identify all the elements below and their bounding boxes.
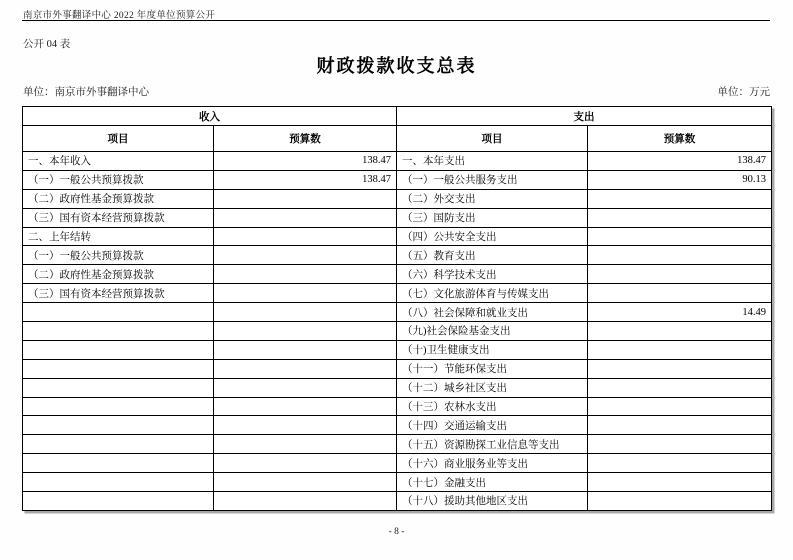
expense-item-cell: （十七）金融支出 [397, 473, 588, 492]
table-row [23, 378, 772, 397]
table-row [23, 416, 772, 435]
income-budget-cell: 138.47 [214, 170, 397, 189]
expense-budget-cell [588, 246, 772, 265]
expense-budget-cell [588, 416, 772, 435]
page-title: 财政拨款收支总表 [316, 56, 477, 76]
expense-item-cell: （八）社会保障和就业支出 [397, 303, 588, 322]
expense-item-cell: 一、本年支出 [397, 152, 588, 171]
income-budget-cell: 138.47 [214, 152, 397, 171]
income-budget-cell [214, 435, 397, 454]
page-number: - 8 - [388, 527, 405, 537]
expense-item-cell: （十四）交通运输支出 [397, 416, 588, 435]
income-budget-cell [214, 189, 397, 208]
income-budget-cell [214, 284, 397, 303]
income-budget-cell [214, 492, 397, 511]
table-row [23, 303, 772, 322]
table-row [23, 435, 772, 454]
expense-budget-cell [588, 227, 772, 246]
income-item-cell: （二）政府性基金预算拨款 [23, 265, 214, 284]
expense-budget-cell [588, 340, 772, 359]
table-row [23, 227, 772, 246]
section-header-row [23, 107, 772, 126]
doc-header-text: 南京市外事翻译中心 2022 年度单位预算公开 [23, 11, 216, 21]
income-budget-cell [214, 359, 397, 378]
table-row [23, 189, 772, 208]
expense-budget-cell [588, 284, 772, 303]
expense-item-cell: （九)社会保险基金支出 [397, 322, 588, 341]
expense-item-cell: （十五）资源勘探工业信息等支出 [397, 435, 588, 454]
table-row [23, 322, 772, 341]
column-header-row [23, 126, 772, 152]
income-item-cell: （一）一般公共预算拨款 [23, 170, 214, 189]
table-row [23, 170, 772, 189]
table-row [23, 246, 772, 265]
expense-item-cell: （七）文化旅游体育与传媒支出 [397, 284, 588, 303]
expense-budget-cell [588, 492, 772, 511]
income-item-cell [23, 340, 214, 359]
income-item-cell: （三）国有资本经营预算拨款 [23, 284, 214, 303]
expense-item-cell: （六）科学技术支出 [397, 265, 588, 284]
income-budget-cell [214, 322, 397, 341]
expense-item-cell: （十二）城乡社区支出 [397, 378, 588, 397]
expense-budget-cell [588, 473, 772, 492]
expense-budget-cell [588, 322, 772, 341]
income-budget-cell [214, 246, 397, 265]
income-budget-cell [214, 378, 397, 397]
expense-item-column-header: 项目 [397, 126, 588, 152]
expense-item-cell: （二）外交支出 [397, 189, 588, 208]
expense-budget-cell [588, 397, 772, 416]
table-row [23, 397, 772, 416]
expense-budget-cell [588, 359, 772, 378]
income-item-cell [23, 473, 214, 492]
income-item-cell [23, 359, 214, 378]
expense-section-header: 支出 [397, 107, 772, 126]
income-item-cell: 二、上年结转 [23, 227, 214, 246]
income-item-cell [23, 303, 214, 322]
income-budget-cell [214, 227, 397, 246]
expense-budget-cell: 138.47 [588, 152, 772, 171]
expense-item-cell: （四）公共安全支出 [397, 227, 588, 246]
expense-budget-cell [588, 454, 772, 473]
expense-budget-cell [588, 378, 772, 397]
table-row [23, 284, 772, 303]
income-item-column-header: 项目 [23, 126, 214, 152]
expense-budget-cell: 14.49 [588, 303, 772, 322]
income-budget-cell [214, 340, 397, 359]
income-item-cell [23, 416, 214, 435]
expense-budget-cell [588, 208, 772, 227]
table-row [23, 340, 772, 359]
expense-budget-cell [588, 189, 772, 208]
table-row [23, 208, 772, 227]
expense-item-cell: （十)卫生健康支出 [397, 340, 588, 359]
income-item-cell [23, 397, 214, 416]
unit-row [23, 84, 770, 99]
income-item-cell [23, 378, 214, 397]
income-budget-cell [214, 454, 397, 473]
income-budget-cell [214, 397, 397, 416]
table-code-label: 公开 04 表 [23, 39, 71, 50]
expense-item-cell: （三）国防支出 [397, 208, 588, 227]
income-budget-cell [214, 303, 397, 322]
expense-item-cell: （一）一般公共服务支出 [397, 170, 588, 189]
table-row [23, 454, 772, 473]
income-item-cell [23, 454, 214, 473]
expense-item-cell: （十一）节能环保支出 [397, 359, 588, 378]
income-section-header: 收入 [23, 107, 397, 126]
income-item-cell [23, 322, 214, 341]
expense-budget-cell: 90.13 [588, 170, 772, 189]
expense-budget-column-header: 预算数 [588, 126, 772, 152]
income-budget-cell [214, 265, 397, 284]
expense-budget-cell [588, 435, 772, 454]
expense-item-cell: （五）教育支出 [397, 246, 588, 265]
income-budget-column-header: 预算数 [214, 126, 397, 152]
table-row [23, 492, 772, 511]
header-divider-line [22, 20, 770, 21]
income-item-cell [23, 492, 214, 511]
expense-budget-cell [588, 265, 772, 284]
income-item-cell: （三）国有资本经营预算拨款 [23, 208, 214, 227]
budget-table [22, 106, 772, 511]
table-row [23, 152, 772, 171]
income-budget-cell [214, 208, 397, 227]
expense-item-cell: （十八）援助其他地区支出 [397, 492, 588, 511]
income-item-cell: （二）政府性基金预算拨款 [23, 189, 214, 208]
income-budget-cell [214, 416, 397, 435]
table-row [23, 359, 772, 378]
expense-item-cell: （十六）商业服务业等支出 [397, 454, 588, 473]
income-item-cell [23, 435, 214, 454]
income-item-cell: 一、本年收入 [23, 152, 214, 171]
income-budget-cell [214, 473, 397, 492]
table-row [23, 265, 772, 284]
expense-item-cell: （十三）农林水支出 [397, 397, 588, 416]
unit-currency-label: 单位：万元 [717, 87, 770, 98]
income-item-cell: （一）一般公共预算拨款 [23, 246, 214, 265]
unit-organization-label: 单位：南京市外事翻译中心 [23, 87, 149, 98]
table-row [23, 473, 772, 492]
